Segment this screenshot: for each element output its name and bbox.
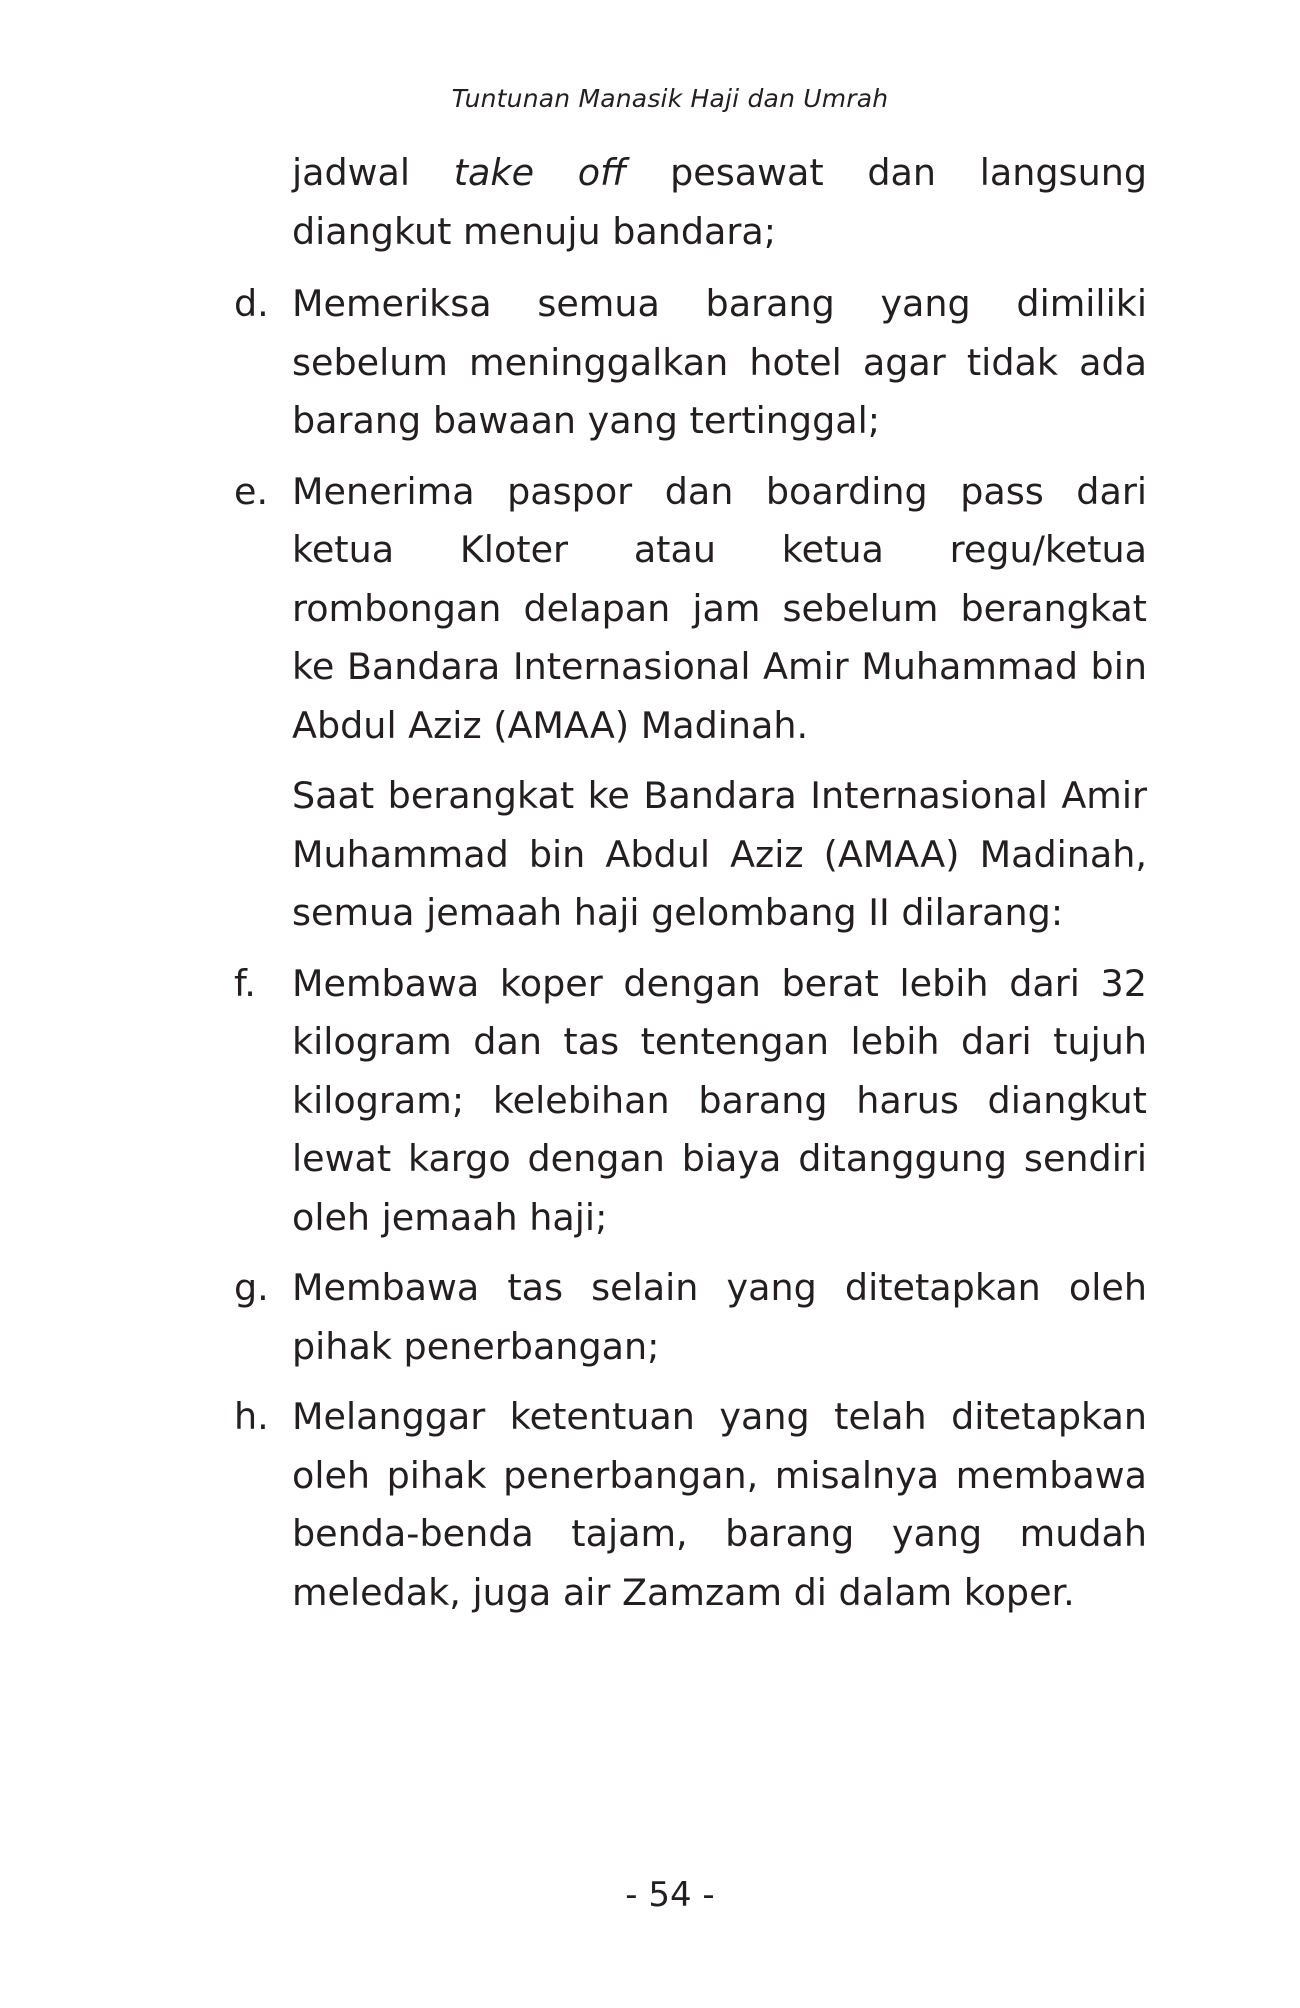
list-item-f: [234, 955, 1147, 1248]
continued-item-c: [234, 144, 1147, 261]
list-item-g: [234, 1259, 1147, 1376]
list-marker: f.: [234, 961, 256, 1005]
list-item-text: Melanggar ketentuan yang telah ditetapkan oleh pihak penerbangan, misalnya membawa benda-benda tajam, barang yang mudah meledak, juga air Zamzam di dalam koper.: [292, 1395, 1147, 1614]
list-marker: h.: [234, 1395, 269, 1438]
list-marker: e.: [234, 469, 269, 513]
list-item-text: Memeriksa semua barang yang dimiliki sebelum meninggalkan hotel agar tidak ada barang bawaan yang tertinggal;: [292, 282, 1147, 442]
page-number: - 54 -: [625, 1875, 715, 1915]
prohibition-intro: Saat berangkat ke Bandara Internasional Amir Muhammad bin Abdul Aziz (AMAA) Madinah, semua jemaah haji gelombang II dilarang:: [292, 774, 1147, 934]
list-item-e: [234, 463, 1147, 756]
list-item-h: [234, 1388, 1147, 1622]
continued-text-start: jadwal: [292, 151, 454, 194]
list-item-text: Membawa tas selain yang ditetapkan oleh pihak penerbangan;: [292, 1266, 1147, 1368]
page-content: [234, 144, 1147, 1634]
list-item-d: [234, 275, 1147, 451]
list-marker: d.: [234, 282, 269, 325]
italic-term: take off: [453, 151, 627, 194]
running-header: Tuntunan Manasik Haji dan Umrah: [451, 84, 889, 113]
list-marker: g.: [234, 1266, 269, 1309]
list-item-text: Menerima paspor dan boarding pass dari ketua Kloter atau ketua regu/ketua rombongan delapan jam sebelum berangkat ke Bandara Internasional Amir Muhammad bin Abdul Aziz (AMAA) Madinah.: [292, 469, 1147, 747]
continued-text-end: pesawat dan langsung diangkut menuju bandara;: [292, 151, 1148, 253]
list-item-text: Membawa koper dengan berat lebih dari 32 kilogram dan tas tentengan lebih dari tujuh kilogram; kelebihan barang harus diangkut lewat kargo dengan biaya ditanggung sendiri oleh jemaah haji;: [292, 961, 1147, 1239]
